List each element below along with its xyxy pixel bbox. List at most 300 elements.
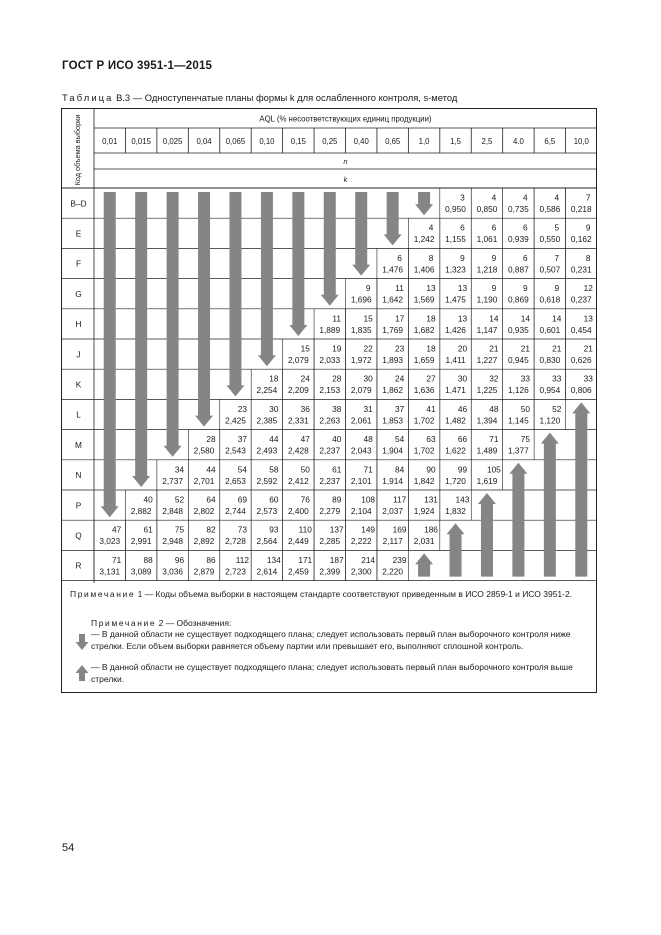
- acceptance-constant-k: 1,227: [476, 355, 498, 365]
- acceptance-constant-k: 2,592: [256, 475, 278, 486]
- arrow-down-icon: [132, 192, 150, 487]
- sample-size-n: 9: [585, 222, 591, 233]
- aql-value-9: 0,65: [385, 137, 401, 146]
- acceptance-constant-k: 0,954: [539, 385, 561, 396]
- sample-size-n: 23: [394, 343, 405, 354]
- row-code-10: P: [75, 500, 82, 511]
- acceptance-constant-k: 2,802: [193, 506, 215, 516]
- sample-size-n: 61: [143, 524, 153, 535]
- acceptance-constant-k: 2,449: [287, 536, 309, 547]
- sample-size-n: 14: [552, 313, 562, 324]
- acceptance-constant-k: 0,162: [570, 234, 592, 245]
- acceptance-constant-k: 2,948: [162, 536, 183, 547]
- acceptance-constant-k: 2,701: [193, 475, 215, 486]
- acceptance-constant-k: 0,618: [539, 294, 561, 305]
- sample-size-n: 8: [428, 252, 434, 263]
- sample-size-n: 3: [460, 192, 465, 203]
- sample-size-n: 31: [363, 403, 373, 414]
- acceptance-constant-k: 1,225: [476, 385, 498, 396]
- acceptance-constant-k: 1,155: [445, 234, 466, 245]
- acceptance-constant-k: 2,153: [319, 385, 341, 396]
- acceptance-constant-k: 1,394: [476, 415, 498, 426]
- sample-size-n: 117: [392, 494, 407, 505]
- aql-value-7: 0,25: [322, 137, 338, 146]
- sample-size-n: 4: [523, 192, 528, 203]
- sample-size-n: 137: [329, 524, 344, 535]
- acceptance-constant-k: 2,493: [256, 445, 278, 456]
- acceptance-constant-k: 1,489: [476, 445, 498, 456]
- acceptance-constant-k: 0,218: [570, 204, 592, 214]
- sample-size-n: 86: [206, 554, 216, 565]
- sample-size-n: 99: [457, 464, 468, 475]
- sample-size-n: 47: [112, 524, 122, 535]
- acceptance-constant-k: 1,120: [539, 415, 561, 426]
- acceptance-constant-k: 1,061: [476, 234, 498, 245]
- sample-size-n: 44: [269, 434, 279, 445]
- sample-size-n: 7: [554, 252, 560, 263]
- sample-size-n: 9: [460, 252, 465, 263]
- acceptance-constant-k: 2,285: [319, 536, 341, 547]
- acceptance-constant-k: 1,475: [445, 294, 466, 305]
- arrow-down-icon: [226, 192, 244, 396]
- sample-size-n: 24: [300, 373, 310, 384]
- acceptance-constant-k: 2,892: [193, 536, 215, 547]
- acceptance-constant-k: 0,626: [570, 355, 592, 365]
- acceptance-constant-k: 2,279: [319, 506, 341, 516]
- arrow-down-icon: [164, 192, 182, 457]
- sample-size-n: 239: [392, 554, 407, 565]
- sample-size-n: 52: [174, 494, 185, 505]
- acceptance-constant-k: 2,744: [225, 506, 246, 516]
- acceptance-constant-k: 1,145: [508, 415, 529, 426]
- acceptance-constant-k: 2,104: [350, 506, 372, 516]
- sample-size-n: 13: [426, 283, 436, 294]
- aql-value-8: 0,40: [353, 137, 369, 146]
- sample-size-n: 108: [361, 494, 376, 505]
- acceptance-constant-k: 1,377: [508, 445, 529, 456]
- acceptance-constant-k: 1,853: [382, 415, 404, 426]
- sample-size-n: 7: [585, 192, 591, 203]
- notes-block: [61, 583, 597, 693]
- sample-size-n: 6: [460, 222, 465, 233]
- acceptance-constant-k: 0,950: [445, 204, 466, 214]
- sample-size-n: 6: [523, 252, 528, 263]
- sample-size-n: 9: [365, 283, 371, 294]
- aql-value-6: 0,15: [290, 137, 306, 146]
- arrow-up-icon: [75, 664, 89, 682]
- sample-size-n: 75: [174, 524, 185, 535]
- acceptance-constant-k: 1,889: [319, 324, 341, 335]
- sample-size-n: 21: [520, 343, 530, 354]
- sample-size-n: 71: [112, 554, 122, 565]
- aql-value-3: 0,04: [196, 137, 212, 146]
- row-code-8: M: [75, 439, 82, 450]
- sample-size-n: 6: [491, 222, 497, 233]
- sample-size-n: 149: [361, 524, 376, 535]
- acceptance-constant-k: 2,412: [287, 475, 309, 486]
- sample-size-n: 186: [424, 524, 438, 535]
- acceptance-constant-k: 3,023: [99, 536, 121, 547]
- acceptance-constant-k: 2,614: [256, 566, 278, 577]
- sample-size-n: 38: [332, 403, 342, 414]
- sample-size-n: 60: [269, 494, 279, 505]
- sample-size-n: 30: [269, 403, 279, 414]
- acceptance-constant-k: 1,426: [445, 324, 466, 335]
- sample-size-n: 50: [520, 403, 530, 414]
- sample-size-n: 169: [392, 524, 407, 535]
- legend-down-description: — В данной области не существует подходящего плана; следует использовать первый план выборочного контроля ниже стрелки. Если объем выборки равняется объему партии или превышает его, выполняют сплошной контроль.: [91, 629, 571, 651]
- acceptance-constant-k: 1,914: [382, 475, 404, 486]
- acceptance-constant-k: 1,619: [476, 475, 498, 486]
- sample-size-n: 13: [583, 313, 593, 324]
- caption-text: В.3 — Одноступенчатые планы формы k для ослабленного контроля, s-метод: [113, 92, 458, 103]
- note-1: [70, 589, 590, 601]
- arrow-up-icon: [415, 553, 433, 576]
- row-code-3: G: [75, 288, 82, 299]
- sample-size-n: 44: [206, 464, 216, 475]
- acceptance-constant-k: 0,939: [508, 234, 529, 245]
- row-code-12: R: [75, 560, 82, 571]
- sample-size-n: 33: [520, 373, 530, 384]
- arrow-down-icon: [75, 633, 89, 651]
- sample-size-n: 54: [394, 434, 405, 445]
- sample-size-n: 18: [269, 373, 279, 384]
- row-code-5: J: [76, 349, 81, 360]
- acceptance-constant-k: 2,737: [162, 475, 183, 486]
- sample-size-n: 90: [426, 464, 436, 475]
- acceptance-constant-k: 2,263: [319, 415, 341, 426]
- acceptance-constant-k: 3,036: [162, 566, 183, 577]
- sample-size-code-header: Код объема выборки: [73, 114, 82, 186]
- sample-size-n: 21: [552, 343, 562, 354]
- note-2-text: 2 — Обозначения:: [156, 618, 232, 628]
- acceptance-constant-k: 1,242: [413, 234, 435, 245]
- acceptance-constant-k: 1,924: [413, 506, 435, 516]
- sample-size-n: 20: [457, 343, 468, 354]
- sample-size-n: 37: [394, 403, 405, 414]
- aql-value-14: 6,5: [544, 137, 556, 146]
- acceptance-constant-k: 1,190: [476, 294, 498, 305]
- acceptance-constant-k: 1,569: [413, 294, 435, 305]
- sample-size-n: 22: [363, 343, 373, 354]
- sample-size-n: 9: [491, 252, 497, 263]
- acceptance-constant-k: 2,254: [256, 385, 278, 396]
- acceptance-constant-k: 2,220: [382, 566, 404, 577]
- sample-size-n: 143: [455, 494, 470, 505]
- aql-value-2: 0,025: [162, 137, 183, 146]
- acceptance-constant-k: 3,131: [99, 566, 121, 577]
- sample-size-n: 11: [332, 313, 342, 324]
- aql-value-5: 0,10: [259, 137, 275, 146]
- sample-size-n: 105: [486, 464, 501, 475]
- acceptance-constant-k: 2,331: [287, 415, 309, 426]
- table-caption: [62, 92, 457, 103]
- note-1-label: Примечание: [70, 589, 136, 599]
- sample-size-n: 9: [491, 283, 497, 294]
- acceptance-constant-k: 1,636: [413, 385, 435, 396]
- acceptance-constant-k: 2,061: [350, 415, 372, 426]
- sample-size-n: 12: [583, 283, 593, 294]
- acceptance-constant-k: 1,659: [413, 355, 435, 365]
- sample-size-n: 33: [552, 373, 562, 384]
- acceptance-constant-k: 2,428: [287, 445, 309, 456]
- acceptance-constant-k: 2,037: [382, 506, 404, 516]
- acceptance-constant-k: 1,720: [445, 475, 466, 486]
- acceptance-constant-k: 0,869: [508, 294, 529, 305]
- arrow-down-icon: [101, 192, 119, 517]
- page-number: 54: [62, 842, 75, 854]
- sample-size-n: 9: [523, 283, 528, 294]
- acceptance-constant-k: 0,237: [570, 294, 592, 305]
- sample-size-n: 23: [237, 403, 248, 414]
- arrow-up-icon: [509, 463, 527, 577]
- acceptance-constant-k: 0,231: [570, 264, 592, 275]
- acceptance-constant-k: 2,543: [225, 445, 246, 456]
- sample-size-n: 40: [332, 434, 342, 445]
- sample-size-n: 134: [266, 554, 281, 565]
- sample-size-n: 37: [237, 434, 248, 445]
- acceptance-constant-k: 2,580: [193, 445, 215, 456]
- acceptance-constant-k: 1,696: [350, 294, 372, 305]
- acceptance-constant-k: 0,935: [508, 324, 529, 335]
- caption-label: Таблица: [62, 92, 114, 103]
- acceptance-constant-k: 2,237: [319, 445, 341, 456]
- acceptance-constant-k: 2,031: [413, 536, 435, 547]
- acceptance-constant-k: 1,411: [445, 355, 466, 365]
- acceptance-constant-k: 2,728: [225, 536, 246, 547]
- sample-size-n: 63: [426, 434, 436, 445]
- row-code-9: N: [75, 470, 82, 481]
- sample-size-n: 69: [237, 494, 248, 505]
- sample-size-n: 33: [583, 373, 593, 384]
- sample-size-n: 66: [457, 434, 468, 445]
- sample-size-n: 4: [428, 222, 434, 233]
- acceptance-constant-k: 2,879: [193, 566, 215, 577]
- sample-size-n: 93: [269, 524, 279, 535]
- acceptance-constant-k: 2,079: [287, 355, 309, 365]
- note-1-text: 1 — Коды объема выборки в настоящем стандарте соответствуют приведенным в ИСО 2859-1 и ИСО 3951-2.: [135, 589, 573, 599]
- sample-size-n: 82: [206, 524, 216, 535]
- acceptance-constant-k: 1,323: [445, 264, 466, 275]
- acceptance-constant-k: 0,507: [539, 264, 561, 275]
- sample-size-n: 18: [426, 343, 436, 354]
- sample-size-n: 28: [206, 434, 216, 445]
- acceptance-constant-k: 2,564: [256, 536, 278, 547]
- acceptance-constant-k: 0,550: [539, 234, 561, 245]
- aql-header: AQL (% несоответствующих единиц продукции): [259, 114, 432, 124]
- acceptance-constant-k: 2,573: [256, 506, 278, 516]
- acceptance-constant-k: 2,459: [287, 566, 309, 577]
- row-code-11: Q: [75, 530, 82, 541]
- sample-size-n: 13: [457, 313, 468, 324]
- acceptance-constant-k: 2,237: [319, 475, 341, 486]
- sample-size-n: 112: [235, 554, 250, 565]
- sample-size-n: 73: [237, 524, 248, 535]
- sample-size-n: 14: [489, 313, 499, 324]
- arrow-down-icon: [195, 192, 213, 427]
- sample-size-n: 131: [424, 494, 438, 505]
- sample-size-n: 4: [554, 192, 560, 203]
- sample-size-n: 13: [457, 283, 468, 294]
- sample-size-n: 18: [426, 313, 436, 324]
- sample-size-n: 52: [552, 403, 562, 414]
- document-header: ГОСТ Р ИСО 3951-1—2015: [62, 60, 213, 72]
- sample-size-n: 71: [489, 434, 499, 445]
- acceptance-constant-k: 1,842: [413, 475, 435, 486]
- aql-value-13: 4.0: [512, 137, 524, 146]
- acceptance-constant-k: 2,209: [287, 385, 309, 396]
- sample-size-n: 32: [489, 373, 499, 384]
- arrow-down-icon: [384, 192, 402, 245]
- acceptance-constant-k: 1,147: [476, 324, 498, 335]
- acceptance-constant-k: 1,126: [508, 385, 529, 396]
- acceptance-constant-k: 2,300: [350, 566, 372, 577]
- sample-size-n: 14: [520, 313, 530, 324]
- sample-size-n: 76: [300, 494, 310, 505]
- acceptance-constant-k: 2,101: [350, 475, 372, 486]
- sample-size-n: 61: [332, 464, 342, 475]
- acceptance-constant-k: 0,850: [476, 204, 498, 214]
- acceptance-constant-k: 1,482: [445, 415, 466, 426]
- sample-size-n: 11: [395, 283, 404, 294]
- acceptance-constant-k: 0,586: [539, 204, 561, 214]
- aql-value-12: 2,5: [481, 137, 493, 146]
- aql-value-10: 1,0: [418, 137, 430, 146]
- note-2: [91, 618, 591, 630]
- sample-size-n: 6: [523, 222, 528, 233]
- sample-size-n: 64: [206, 494, 216, 505]
- arrow-up-icon: [447, 523, 465, 576]
- acceptance-constant-k: 2,043: [350, 445, 372, 456]
- acceptance-constant-k: 1,471: [445, 385, 466, 396]
- acceptance-constant-k: 1,406: [413, 264, 435, 275]
- row-code-0: B–D: [70, 198, 87, 209]
- acceptance-constant-k: 2,400: [287, 506, 309, 516]
- acceptance-constant-k: 2,653: [225, 475, 246, 486]
- acceptance-constant-k: 0,887: [508, 264, 529, 275]
- arrow-down-icon: [321, 192, 339, 306]
- acceptance-constant-k: 2,425: [225, 415, 246, 426]
- acceptance-constant-k: 1,832: [445, 506, 466, 516]
- row-code-4: H: [75, 319, 82, 330]
- arrow-up-icon: [541, 433, 559, 577]
- sample-size-n: 48: [489, 403, 499, 414]
- aql-value-1: 0,015: [131, 137, 151, 146]
- sample-size-n: 15: [300, 343, 310, 354]
- acceptance-constant-k: 2,117: [382, 536, 403, 547]
- note-2-label: Примечание: [91, 618, 157, 628]
- sample-size-n: 54: [237, 464, 248, 475]
- acceptance-constant-k: 0,945: [508, 355, 529, 365]
- sample-size-n: 75: [520, 434, 530, 445]
- k-label: k: [343, 175, 348, 184]
- acceptance-constant-k: 2,399: [319, 566, 341, 577]
- acceptance-constant-k: 1,769: [382, 324, 404, 335]
- sample-size-n: 58: [269, 464, 279, 475]
- sample-size-n: 5: [554, 222, 560, 233]
- aql-value-15: 10,0: [573, 137, 589, 146]
- arrow-up-icon: [478, 493, 496, 577]
- row-code-2: F: [75, 258, 82, 269]
- sample-size-n: 171: [298, 554, 313, 565]
- sample-size-n: 21: [489, 343, 499, 354]
- sample-size-n: 214: [361, 554, 376, 565]
- sample-size-n: 8: [585, 252, 591, 263]
- acceptance-constant-k: 2,222: [350, 536, 372, 547]
- sample-size-n: 47: [300, 434, 310, 445]
- acceptance-constant-k: 1,702: [413, 415, 435, 426]
- arrow-down-icon: [289, 192, 307, 336]
- acceptance-constant-k: 0,601: [539, 324, 561, 335]
- sample-size-n: 30: [457, 373, 468, 384]
- sample-size-n: 19: [332, 343, 342, 354]
- acceptance-constant-k: 1,682: [413, 324, 435, 335]
- acceptance-constant-k: 2,848: [162, 506, 183, 516]
- sample-size-n: 187: [329, 554, 344, 565]
- sample-size-n: 27: [426, 373, 436, 384]
- sample-size-n: 48: [363, 434, 373, 445]
- acceptance-constant-k: 2,882: [130, 506, 152, 516]
- acceptance-constant-k: 1,622: [445, 445, 466, 456]
- acceptance-constant-k: 1,862: [382, 385, 404, 396]
- sample-size-n: 21: [583, 343, 593, 354]
- sample-size-n: 50: [300, 464, 310, 475]
- sample-size-n: 96: [174, 554, 185, 565]
- arrow-down-icon: [352, 192, 370, 276]
- acceptance-constant-k: 1,835: [350, 324, 372, 335]
- aql-value-4: 0,065: [225, 137, 246, 146]
- n-label: n: [343, 157, 348, 166]
- arrow-down-icon: [415, 192, 433, 215]
- acceptance-constant-k: 2,079: [350, 385, 372, 396]
- acceptance-constant-k: 2,991: [130, 536, 152, 547]
- sample-size-n: 71: [363, 464, 373, 475]
- acceptance-constant-k: 0,454: [570, 324, 592, 335]
- acceptance-constant-k: 2,723: [225, 566, 246, 577]
- aql-value-0: 0,01: [102, 137, 118, 146]
- sample-size-n: 28: [332, 373, 342, 384]
- acceptance-constant-k: 0,830: [539, 355, 561, 365]
- aql-value-11: 1,5: [450, 137, 461, 146]
- sample-size-n: 84: [394, 464, 405, 475]
- sample-size-n: 9: [554, 283, 560, 294]
- acceptance-constant-k: 1,904: [382, 445, 404, 456]
- acceptance-constant-k: 2,033: [319, 355, 341, 365]
- acceptance-constant-k: 1,702: [413, 445, 435, 456]
- sample-size-n: 110: [298, 524, 312, 535]
- acceptance-constant-k: 0,806: [570, 385, 592, 396]
- acceptance-constant-k: 0,735: [508, 204, 529, 214]
- sample-size-n: 17: [394, 313, 405, 324]
- sample-size-n: 15: [363, 313, 373, 324]
- row-code-1: E: [75, 228, 82, 239]
- sample-size-n: 6: [397, 252, 402, 263]
- row-code-6: K: [75, 379, 82, 390]
- acceptance-constant-k: 1,893: [382, 355, 404, 365]
- sample-size-n: 36: [300, 403, 310, 414]
- acceptance-constant-k: 2,385: [256, 415, 278, 426]
- sample-size-n: 41: [426, 403, 436, 414]
- sample-size-n: 88: [143, 554, 153, 565]
- sample-size-n: 4: [491, 192, 497, 203]
- acceptance-constant-k: 1,642: [382, 294, 404, 305]
- acceptance-constant-k: 1,972: [350, 355, 372, 365]
- acceptance-constant-k: 1,218: [476, 264, 498, 275]
- acceptance-constant-k: 3,089: [130, 566, 152, 577]
- row-code-7: L: [76, 409, 81, 420]
- sample-size-n: 30: [363, 373, 373, 384]
- sample-size-n: 24: [394, 373, 405, 384]
